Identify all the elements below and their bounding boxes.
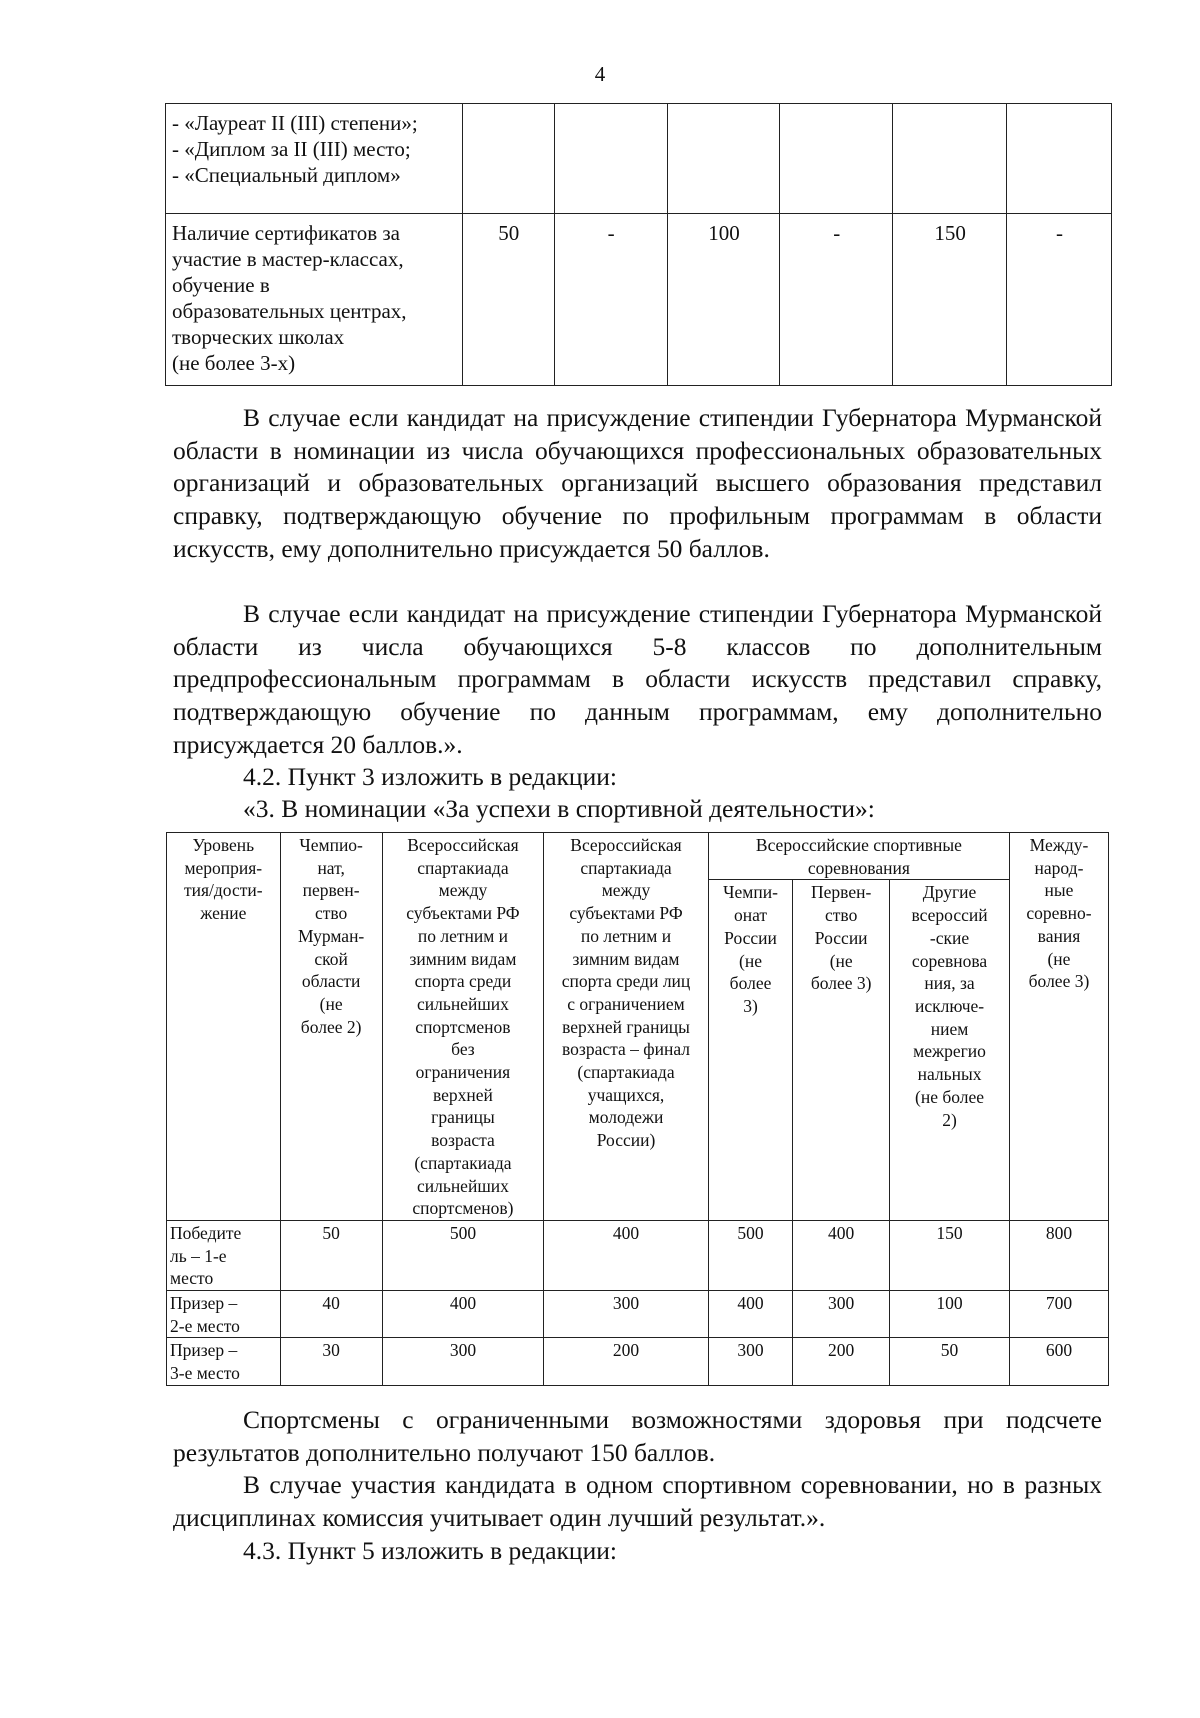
table-cell-value: - <box>780 214 893 386</box>
paragraph-amendment-4-2: 4.2. Пункт 3 изложить в редакции: <box>243 762 617 791</box>
scores-table-arts <box>165 103 1112 386</box>
table-cell-value: 300 <box>793 1291 890 1338</box>
table-cell-value: 400 <box>793 1220 890 1290</box>
header-international: Между- народ- ные соревно- вания (не более 3) <box>1009 833 1108 1221</box>
table-cell-value: 150 <box>890 1220 1010 1290</box>
table-cell-value: 50 <box>890 1338 1010 1385</box>
table-cell-value: 50 <box>462 214 554 386</box>
paragraph-disability-bonus: Спортсмены с ограниченными возможностями здоровья при подсчете результатов дополнительно получают 150 баллов. <box>173 1405 1102 1467</box>
table-cell-value: 800 <box>1009 1220 1108 1290</box>
table-cell-value: 100 <box>890 1291 1010 1338</box>
table-row <box>166 214 1112 386</box>
table-cell-value: 700 <box>1009 1291 1108 1338</box>
table-cell-value: 300 <box>382 1338 544 1385</box>
table-row <box>167 1220 1109 1290</box>
row-label: Победите ль – 1-е место <box>167 1220 281 1290</box>
header-regional-championship: Чемпио- нат, первен- ство Мурман- ской области (не более 2) <box>280 833 382 1221</box>
table-row <box>167 1291 1109 1338</box>
table-cell-value: 100 <box>667 214 780 386</box>
header-other-all-russian: Другие всероссий -ские соревнова ния, за исключе- нием межрегио нальных (не более 2) <box>890 880 1010 1220</box>
header-spartakiad-youth: Всероссийская спартакиада между субъектами РФ по летним и зимним видам спорта среди лиц с ограничением верхней границы возраста – финал (спартакиада учащихся, молодежи России) <box>544 833 709 1221</box>
header-first-russia: Первен- ство России (не более 3) <box>793 880 890 1220</box>
table-cell-value: 300 <box>708 1338 792 1385</box>
paragraph-best-result: В случае участия кандидата в одном спортивном соревновании, но в разных дисциплинах комиссия учитывает один лучший результат.». <box>173 1470 1102 1532</box>
table-header-row <box>167 833 1109 880</box>
table-cell-value: 400 <box>544 1220 709 1290</box>
paragraph-arts-bonus: В случае если кандидат на присуждение стипендии Губернатора Мурманской области в номинации из числа обучающихся профессиональных образовательных организаций и образовательных организаций высшего образования представил справку, подтверждающую обучение по профильным программам в области искусств, ему дополнительно присуждается 50 баллов. <box>173 403 1102 563</box>
header-championship-russia: Чемпи- онат России (не более 3) <box>708 880 792 1220</box>
table-cell-value: 40 <box>280 1291 382 1338</box>
page-number: 4 <box>594 62 606 86</box>
table-cell-value: 400 <box>382 1291 544 1338</box>
table-row <box>167 1338 1109 1385</box>
row-label: Призер – 2-е место <box>167 1291 281 1338</box>
table-cell-value: 200 <box>793 1338 890 1385</box>
table-cell-value: 500 <box>708 1220 792 1290</box>
table-cell-value: - <box>554 214 667 386</box>
table-cell-value: - <box>1007 214 1112 386</box>
header-spartakiad-strongest: Всероссийская спартакиада между субъектами РФ по летним и зимним видам спорта среди сильнейших спортсменов без ограничения верхней границы возраста (спартакиада сильнейших спортсменов) <box>382 833 544 1221</box>
scores-table-sport <box>166 832 1109 1386</box>
table-cell-value: 150 <box>893 214 1007 386</box>
paragraph-sport-nomination: «3. В номинации «За успехи в спортивной деятельности»: <box>243 794 875 823</box>
table-cell-value: 50 <box>280 1220 382 1290</box>
table-row <box>166 104 1112 214</box>
paragraph-preprofessional-bonus: В случае если кандидат на присуждение стипендии Губернатора Мурманской области из числа обучающихся 5-8 классов по дополнительным предпрофессиональным программам в области искусств представил справку, подтверждающую обучение по данным программам, ему дополнительно присуждается 20 баллов.». <box>173 599 1102 759</box>
table-cell-value: 300 <box>544 1291 709 1338</box>
table-cell-value: 200 <box>544 1338 709 1385</box>
table-cell-value: 30 <box>280 1338 382 1385</box>
paragraph-amendment-4-3: 4.3. Пункт 5 изложить в редакции: <box>243 1536 617 1565</box>
table-cell-value: 400 <box>708 1291 792 1338</box>
header-level: Уровень мероприя- тия/дости- жение <box>167 833 281 1221</box>
header-all-russian-group: Всероссийские спортивные соревнования <box>708 833 1009 880</box>
row-label: Призер – 3-е место <box>167 1338 281 1385</box>
table-cell-value: 600 <box>1009 1338 1108 1385</box>
table-cell-label: - «Лауреат II (III) степени»; - «Диплом за II (III) место; - «Специальный диплом» <box>166 104 463 214</box>
table-cell-value: 500 <box>382 1220 544 1290</box>
table-cell-label: Наличие сертификатов за участие в мастер-классах, обучение в образовательных центрах, творческих школах (не более 3-х) <box>166 214 463 386</box>
